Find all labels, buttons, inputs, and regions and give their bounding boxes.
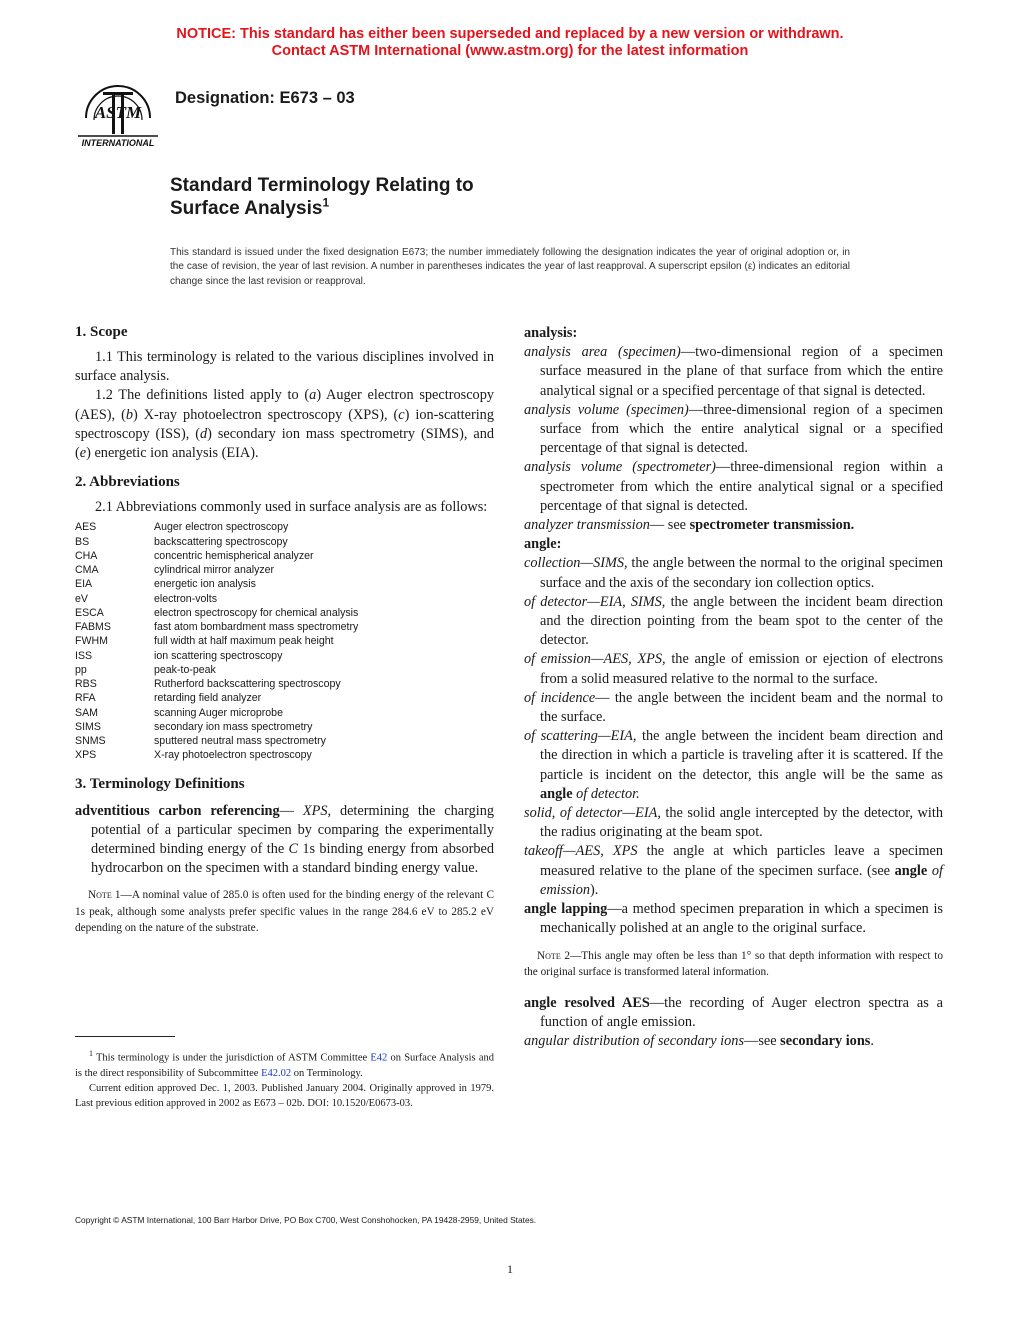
title-line-2: Surface Analysis [170, 198, 323, 219]
abbreviation-list [75, 520, 494, 762]
abbreviation-row: XPS X-ray photoelectron spectroscopy [75, 749, 312, 762]
definition-adventitious-carbon: adventitious carbon referencing— XPS, determining the charging potential of a particular specimen by comparing the experimentally determined binding energy of the C 1s binding energy from absorbed hydrocarbon on the specimen with a standard binding energy value. [75, 802, 495, 877]
abbreviation-row: FWHM full width at half maximum peak height [75, 635, 334, 648]
abbreviation-row: eV electron-volts [75, 592, 217, 605]
scope-1-2: 1.2 The definitions listed apply to (a) Auger electron spectroscopy (AES), (b) X-ray photoelectron spectroscopy (XPS), (c) ion-scattering spectroscopy (ISS), (d) secondary ion mass spectrometry (SIMS), and (e) energetic ion analysis (EIA). [75, 387, 494, 462]
abbreviation-row: BS backscattering spectroscopy [75, 535, 288, 548]
right-column [524, 324, 943, 1051]
scope-heading: 1. Scope [75, 324, 128, 340]
def-angle-lapping: angle lapping—a method specimen preparation in which a specimen is mechanically polished at an angle to the original surface. [524, 901, 943, 937]
def-angle-detector: of detector—EIA, SIMS, the angle between the incident beam direction and the direction pointing from the beam spot to the center of the detector. [524, 593, 944, 649]
footnote-edition: Current edition approved Dec. 1, 2003. Published January 2004. Originally approved in 1979. Last previous edition approved in 2002 as E673 – 02b. DOI: 10.1520/E0673-03. [75, 1083, 494, 1110]
astm-logo [72, 74, 164, 152]
issue-note: This standard is issued under the fixed designation E673; the number immediately following the designation indicates the year of original adoption or, in the case of revision, the year of last revision. A number in parentheses indicates the year of last reapproval. A superscript epsilon (ε) indicates an editorial change since the last revision or reapproval. [170, 247, 850, 287]
subcommittee-e42-02-link[interactable]: E42.02 [261, 1067, 292, 1079]
abbreviation-row: SAM scanning Auger microprobe [75, 706, 283, 719]
def-angle-solid: solid, of detector—EIA, the solid angle intercepted by the detector, with the radius originating at the beam spot. [524, 805, 943, 841]
abbreviation-row: SIMS secondary ion mass spectrometry [75, 720, 313, 733]
logo-subtitle: INTERNATIONAL [81, 138, 155, 148]
abbreviation-row: EIA energetic ion analysis [75, 578, 256, 591]
abbreviation-row: RBS Rutherford backscattering spectroscopy [75, 678, 341, 691]
def-analysis-volume-spectrometer: analysis volume (spectrometer)—three-dimensional region within a spectrometer from which the entire analytical signal or a specified percentage of that signal is detected. [524, 459, 943, 514]
footnote [75, 1046, 494, 1112]
def-angle-takeoff: takeoff—AES, XPS the angle at which particles leave a specimen measured relative to the plane of the specimen surface. (see angle of emission). [524, 843, 943, 898]
note-2: Note 2—This angle may often be less than 1° so that depth information with respect to the original surface is transformed lateral information. [524, 949, 943, 978]
left-column [75, 322, 494, 937]
def-angular-distribution: angular distribution of secondary ions—see secondary ions. [524, 1032, 874, 1049]
def-angle-emission: of emission—AES, XPS, the angle of emission or ejection of electrons from a solid measured relative to the normal to the surface. [524, 651, 944, 687]
document-title [170, 174, 474, 220]
def-angle-collection: collection—SIMS, the angle between the normal to the original specimen surface and the axis of the secondary ion collection optics. [524, 555, 943, 591]
abbreviations-heading: 2. Abbreviations [75, 474, 180, 491]
title-line-1: Standard Terminology Relating to [170, 175, 474, 196]
abbreviation-row: CHA concentric hemispherical analyzer [75, 549, 314, 562]
def-analysis-area: analysis area (specimen)—two-dimensional region of a specimen surface measured in the plane of that surface from which the entire analytical signal or a specified percentage of that signal is detected. [524, 344, 943, 399]
def-angle-scattering: of scattering—EIA, the angle between the incident beam direction and the direction in which a particle is traveling after it is scattered. If the particle is incident on the detector, this angle will be the same as angle of detector. [524, 728, 944, 802]
abbreviation-row: ISS ion scattering spectroscopy [75, 649, 283, 662]
def-analysis-volume-specimen: analysis volume (specimen)—three-dimensional region of a specimen surface from which the entire analytical signal or a specified percentage of that signal is detected. [524, 401, 943, 457]
abbreviation-row: CMA cylindrical mirror analyzer [75, 564, 275, 577]
def-angle-resolved-aes: angle resolved AES—the recording of Auger electron spectra as a function of angle emission. [524, 994, 943, 1030]
footnote-rule [75, 1036, 175, 1037]
abbreviation-row: AES Auger electron spectroscopy [75, 521, 289, 534]
committee-e42-link[interactable]: E42 [370, 1052, 388, 1064]
abbreviations-intro: 2.1 Abbreviations commonly used in surface analysis are as follows: [95, 499, 488, 516]
note-1: Note 1—A nominal value of 285.0 is often used for the binding energy of the relevant C 1s peak, although some analysts prefer specific values in the range 284.6 eV to 285.2 eV depending on the nature of the substrate. [75, 889, 494, 935]
def-angle-incidence: of incidence— the angle between the incident beam and the normal to the surface. [524, 689, 943, 726]
page-number: 1 [507, 1262, 513, 1276]
abbreviation-row: FABMS fast atom bombardment mass spectrometry [75, 621, 359, 634]
term-analysis: analysis: [524, 325, 578, 341]
notice-line-1: NOTICE: This standard has either been superseded and replaced by a new version or withdrawn. [176, 26, 844, 42]
term-angle: angle: [524, 536, 562, 553]
footnote-1: $^1$ This terminology is under the jurisdiction of ASTM Committee E42 on Surface Analysis and is the direct responsibility of Subcommittee E42.02 on Terminology. [75, 1049, 494, 1079]
notice-line-2: Contact ASTM International (www.astm.org) for the latest information [271, 42, 749, 59]
withdrawal-notice [0, 26, 1020, 59]
def-analyzer-transmission: analyzer transmission— see spectrometer transmission. [524, 517, 855, 534]
designation: Designation: E673 – 03 [175, 89, 355, 107]
logo-text: ASTM [94, 103, 142, 122]
abbreviation-row: SNMS sputtered neutral mass spectrometry [75, 735, 326, 748]
abbreviation-row: pp peak-to-peak [75, 663, 216, 676]
title-footnote-marker: 1 [322, 195, 330, 210]
scope-1-1: 1.1 This terminology is related to the various disciplines involved in surface analysis. [75, 349, 494, 385]
definitions-heading: 3. Terminology Definitions [75, 775, 245, 792]
abbreviation-row: RFA retarding field analyzer [75, 692, 262, 705]
copyright: Copyright © ASTM International, 100 Barr Harbor Drive, PO Box C700, West Conshohocken, PA 19428-2959, United States. [75, 1215, 537, 1225]
abbreviation-row: ESCA electron spectroscopy for chemical analysis [75, 606, 359, 619]
